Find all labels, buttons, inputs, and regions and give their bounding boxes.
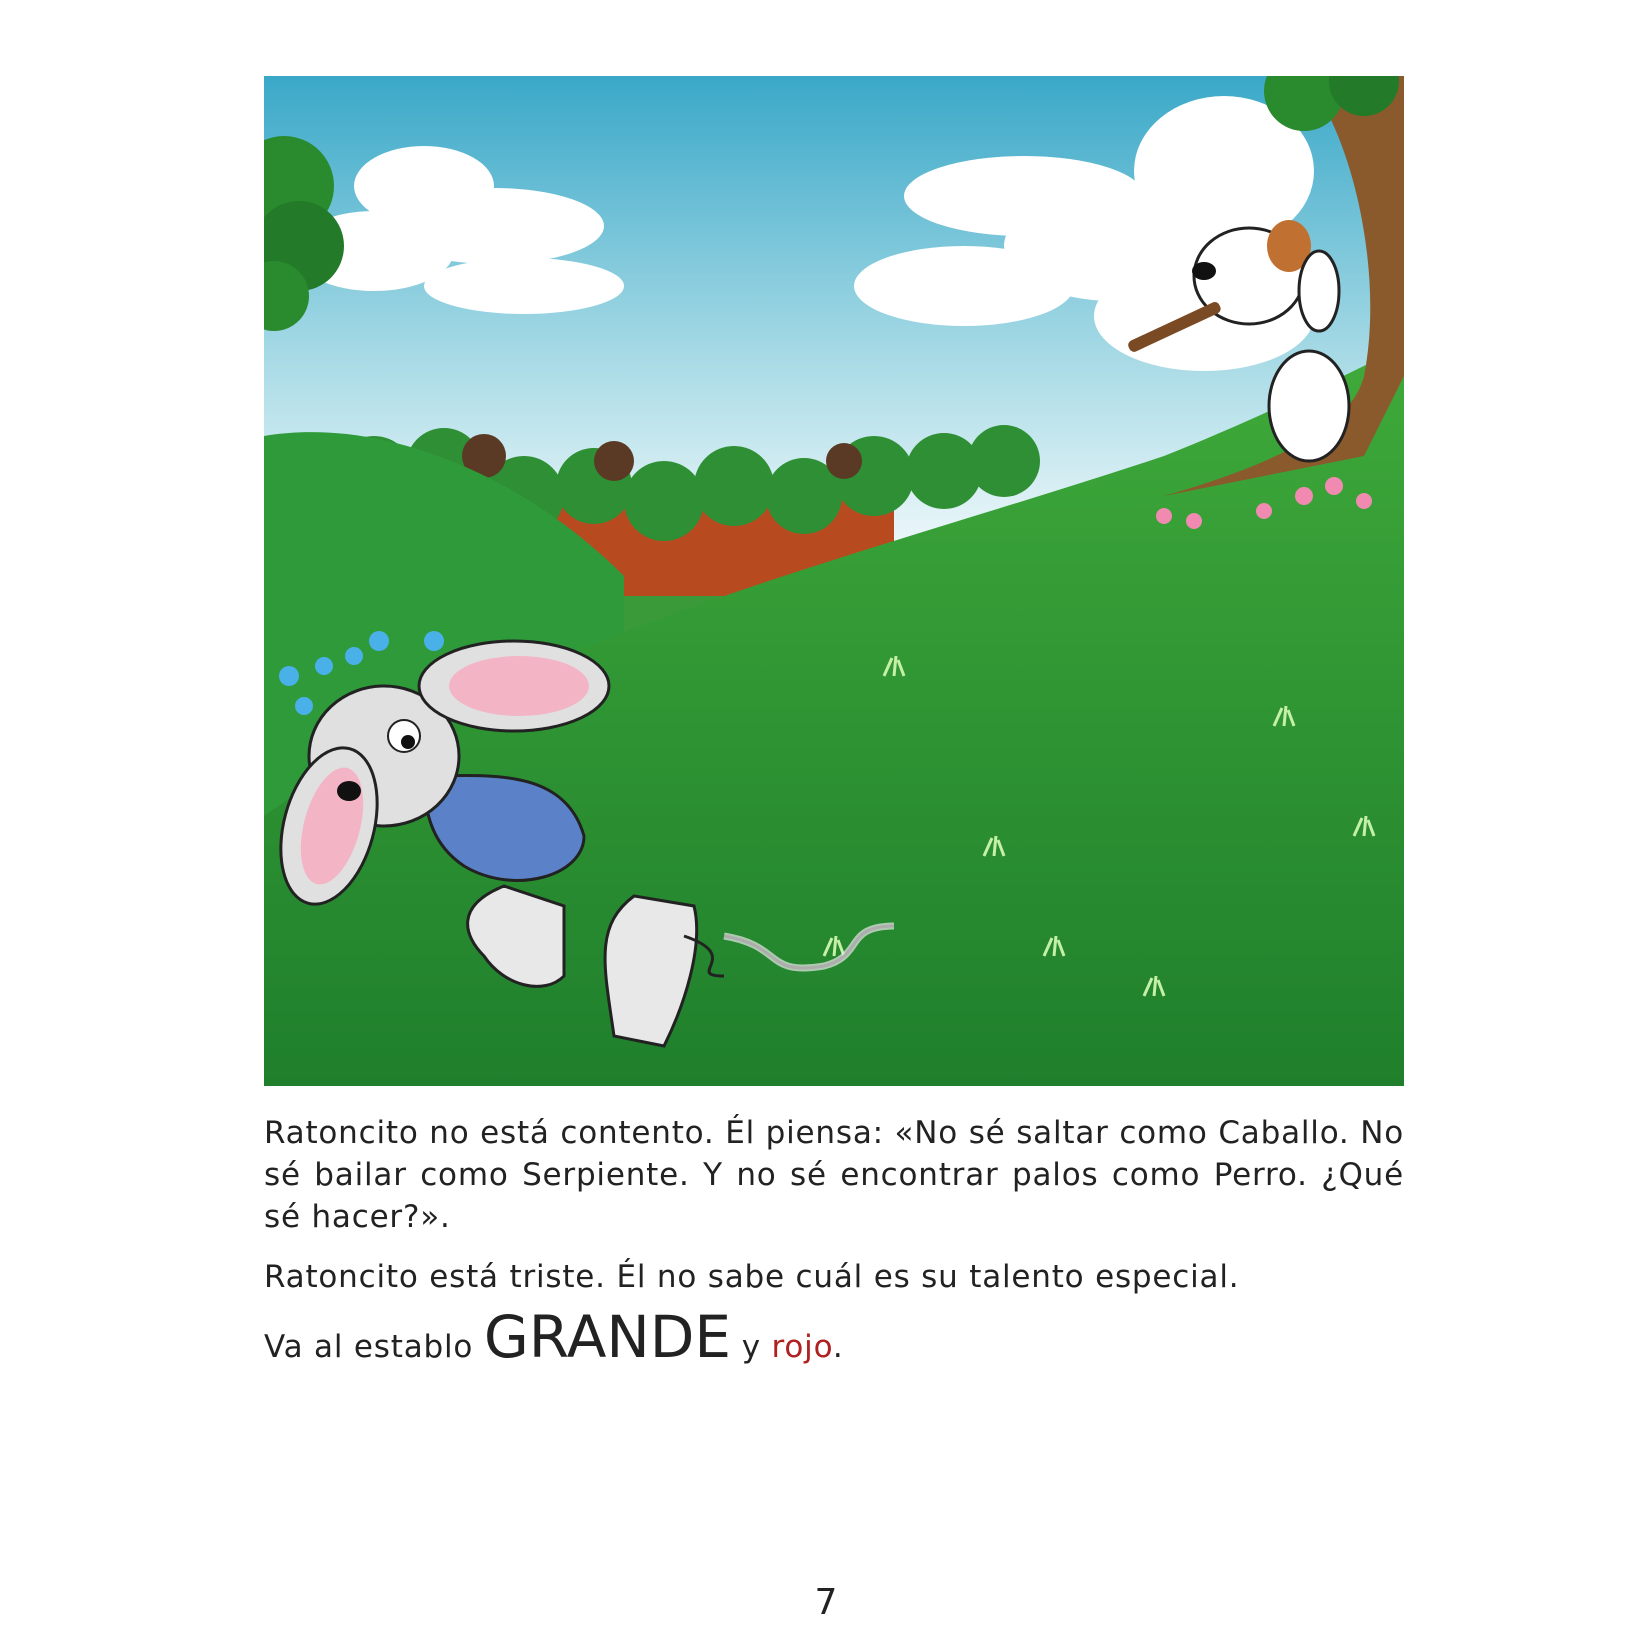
story-text-before: Va al establo <box>264 1329 484 1365</box>
story-paragraph-2: Ratoncito está triste. Él no sabe cuál es su talento especial. <box>264 1259 1240 1295</box>
story-illustration <box>264 76 1404 1086</box>
story-text <box>264 1112 1404 1371</box>
colored-word: rojo <box>771 1329 833 1365</box>
story-text-middle: y <box>731 1329 772 1365</box>
story-text-after: . <box>832 1329 844 1365</box>
story-paragraph-1: Ratoncito no está contento. Él piensa: «No sé saltar como Caballo. No sé bailar como Serpiente. Y no sé encontrar palos como Perro. ¿Qué sé hacer?». <box>264 1115 1404 1235</box>
story-paragraph-3 <box>264 1303 1404 1371</box>
page-number: 7 <box>814 1582 838 1623</box>
big-word: GRANDE <box>483 1303 732 1371</box>
